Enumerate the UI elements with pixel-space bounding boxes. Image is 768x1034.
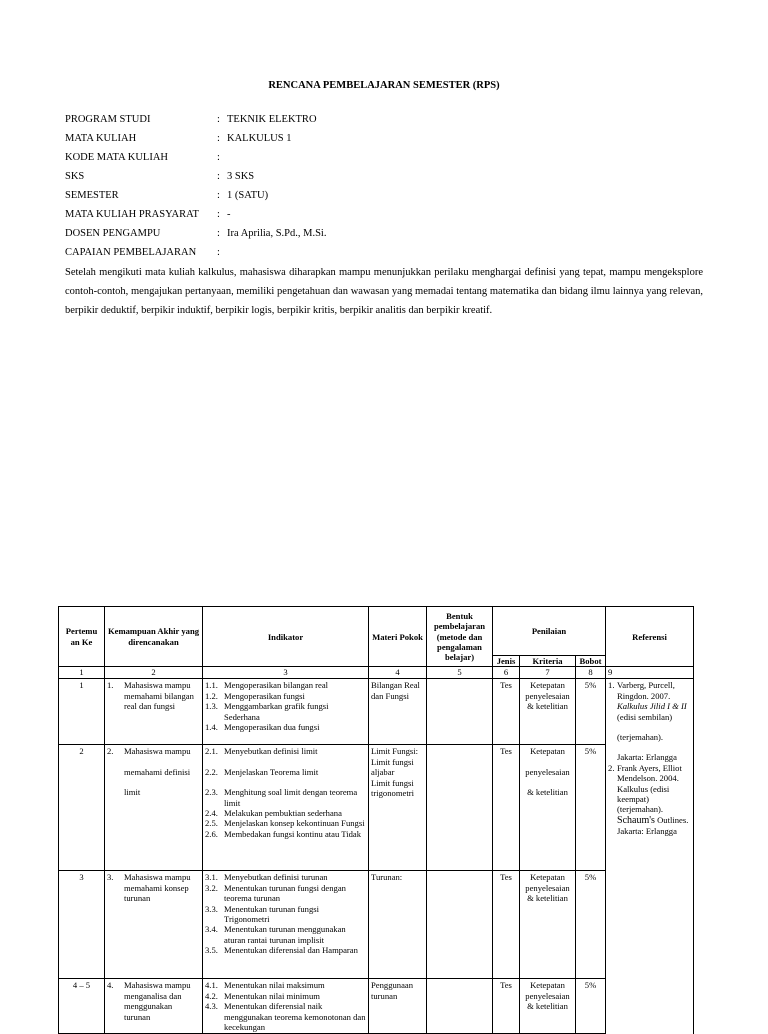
bobot-cell: 5% — [576, 979, 606, 1034]
info-label: MATA KULIAH PRASYARAT — [65, 209, 199, 220]
info-label: SKS — [65, 171, 85, 182]
pertemuan-cell: 2 — [59, 745, 105, 871]
indikator-cell — [203, 871, 369, 979]
bobot-cell: 5% — [576, 745, 606, 871]
info-label: PROGRAM STUDI — [65, 114, 151, 125]
header-kemampuan: Kemampuan Akhir yang direncanakan — [105, 607, 203, 667]
reference-translated: (terjemahan). — [617, 732, 664, 743]
bentuk-cell — [427, 745, 493, 871]
reference-item — [608, 680, 691, 762]
jenis-cell: Tes — [493, 979, 520, 1034]
materi-cell: Turunan: — [369, 871, 427, 979]
reference-authors: Frank Ayers, Elliot Mendelson. 2004. — [617, 762, 682, 784]
info-row — [65, 243, 326, 262]
info-colon: : — [217, 171, 220, 182]
info-value: 3 SKS — [227, 171, 255, 182]
table-row — [59, 871, 694, 979]
info-colon: : — [217, 247, 220, 258]
header-bobot: Bobot — [576, 656, 606, 667]
rps-table — [58, 606, 694, 1034]
indikator-item: 3.3. Menentukan turunan fungsi Trigonometri — [205, 903, 319, 925]
jenis-cell: Tes — [493, 679, 520, 745]
kemampuan-number: 1. — [107, 680, 114, 691]
table-row — [59, 679, 694, 745]
header-jenis: Jenis — [493, 656, 520, 667]
bobot-cell: 5% — [576, 871, 606, 979]
indikator-item: 2.6. Membedakan fungsi kontinu atau Tidak — [205, 828, 362, 839]
kemampuan-cell — [105, 871, 203, 979]
info-colon: : — [217, 114, 220, 125]
reference-title: Kalkulus Jilid I & II — [617, 701, 687, 712]
info-row — [65, 167, 326, 186]
pertemuan-cell: 4 – 5 — [59, 979, 105, 1034]
info-row — [65, 110, 326, 129]
bentuk-cell — [427, 871, 493, 979]
info-row — [65, 224, 326, 243]
indikator-item: 3.1. Menyebutkan definisi turunan — [205, 872, 328, 883]
info-colon: : — [217, 152, 220, 163]
materi-cell: Bilangan Real dan Fungsi — [369, 679, 427, 745]
info-row — [65, 148, 326, 167]
jenis-cell: Tes — [493, 871, 520, 979]
header-materi: Materi Pokok — [369, 607, 427, 667]
kemampuan-number: 2. — [107, 746, 114, 757]
indikator-item: 3.5. Menentukan diferensial dan Hamparan — [205, 945, 358, 956]
indikator-cell — [203, 679, 369, 745]
indikator-item: 2.4. Melakukan pembuktian sederhana — [205, 808, 342, 819]
info-row — [65, 129, 326, 148]
col-number: 6 — [493, 667, 520, 679]
info-label: SEMESTER — [65, 190, 119, 201]
indikator-item: 2.3. Menghitung soal limit dengan teorema limit — [205, 787, 358, 808]
materi-cell: Penggunaan turunan — [369, 979, 427, 1034]
info-value: 1 (SATU) — [227, 190, 269, 201]
kemampuan-text: Mahasiswa mampu menganalisa dan menggunakan turunan — [124, 980, 191, 1022]
info-colon: : — [217, 133, 220, 144]
indikator-item: 4.1. Menentukan nilai maksimum — [205, 980, 325, 991]
indikator-item: 3.4. Menentukan turunan menggunakan aturan rantai turunan implisit — [205, 924, 346, 945]
kemampuan-text: Mahasiswa mampu memahami konsep turunan — [124, 872, 191, 904]
info-value: Ira Aprilia, S.Pd., M.Si. — [227, 228, 327, 239]
reference-rest: Outlines. Jakarta: Erlangga — [617, 814, 689, 837]
reference-publisher: Jakarta: Erlangga — [617, 752, 677, 763]
col-number: 3 — [203, 667, 369, 679]
header-pertemuan: Pertemu an Ke — [59, 607, 105, 667]
reference-item — [608, 763, 691, 837]
kemampuan-text: Mahasiswa mampu memahami bilangan real dan fungsi — [124, 680, 194, 712]
info-label: MATA KULIAH — [65, 133, 137, 144]
indikator-item: 1.1. Mengoperasikan bilangan real — [205, 680, 329, 691]
reference-series: Schaum's — [617, 814, 655, 826]
indikator-item: 2.5. Menjelaskan konsep kekontinuan Fungsi — [205, 818, 365, 829]
materi-cell: Limit Fungsi: Limit fungsi aljabar Limit fungsi trigonometri — [369, 745, 427, 871]
reference-edition: (edisi sembilan) — [617, 711, 673, 722]
indikator-item: 3.2. Menentukan turunan fungsi dengan teorema turunan — [205, 882, 346, 904]
info-label: DOSEN PENGAMPU — [65, 228, 161, 239]
bentuk-cell — [427, 679, 493, 745]
indikator-item: 1.2. Mengoperasikan fungsi — [205, 690, 305, 701]
indikator-item: 4.2. Menentukan nilai minimum — [205, 990, 320, 1001]
header-penilaian: Penilaian — [493, 607, 606, 656]
indikator-cell — [203, 745, 369, 871]
col-number: 8 — [576, 667, 606, 679]
indikator-item: 1.4. Mengoperasikan dua fungsi — [205, 722, 320, 733]
info-label: CAPAIAN PEMBELAJARAN — [65, 247, 197, 258]
kemampuan-cell: 2. Mahasiswa mampu memahami definisi limit — [105, 745, 203, 871]
pertemuan-cell: 1 — [59, 679, 105, 745]
document-title: RENCANA PEMBELAJARAN SEMESTER (RPS) — [268, 80, 500, 91]
kemampuan-cell — [105, 979, 203, 1034]
reference-title: Kalkulus (edisi keempat) (terjemahan). — [617, 783, 670, 815]
info-colon: : — [217, 209, 220, 220]
indikator-cell — [203, 979, 369, 1034]
kemampuan-number: 3. — [107, 872, 114, 883]
kriteria-cell: Ketepatan penyelesaian & ketelitian — [520, 679, 576, 745]
info-row — [65, 205, 326, 224]
info-label: KODE MATA KULIAH — [65, 152, 168, 163]
col-number: 1 — [59, 667, 105, 679]
header-bentuk: Bentuk pembelajaran (metode dan pengalaman belajar) — [427, 607, 493, 667]
col-number: 7 — [520, 667, 576, 679]
kriteria-cell: Ketepatan penyelesaian & ketelitian — [520, 871, 576, 979]
info-value: TEKNIK ELEKTRO — [227, 114, 317, 125]
header-kriteria: Kriteria — [520, 656, 576, 667]
col-number: 9 — [606, 667, 694, 679]
pertemuan-cell: 3 — [59, 871, 105, 979]
col-number: 4 — [369, 667, 427, 679]
kriteria-cell: Ketepatan penyelesaian & ketelitian — [520, 745, 576, 871]
jenis-cell: Tes — [493, 745, 520, 871]
reference-number: 2. — [608, 762, 615, 773]
kemampuan-number: 4. — [107, 980, 114, 991]
info-value: - — [227, 209, 231, 220]
course-info — [65, 110, 326, 262]
learning-outcome-paragraph: Setelah mengikuti mata kuliah kalkulus, mahasiswa diharapkan mampu menunjukkan perilaku menghargai definisi yang tepat, mampu mengeksplore contoh-contoh, mengajukan pertanyaan, memiliki pengetahuan dan wawasan yang memadai tentang matematika dan bidang ilmu lainnya yang relevan, berpikir deduktif, berpikir induktif, berpikir logis, berpikir kritis, berpikir analitis dan berpikir kreatif. — [65, 267, 703, 316]
table-row — [59, 979, 694, 1034]
table-header-row — [59, 607, 694, 656]
column-number-row — [59, 667, 694, 679]
table-row — [59, 745, 694, 871]
info-colon: : — [217, 228, 220, 239]
header-indikator: Indikator — [203, 607, 369, 667]
indikator-item: 2.1. Menyebutkan definisi limit — [205, 746, 318, 757]
indikator-item: 1.3. Menggambarkan grafik fungsi Sederhana — [205, 701, 329, 722]
info-value: KALKULUS 1 — [227, 133, 292, 144]
indikator-item: 4.3. Menentukan diferensial naik menggunakan teorema kemonotonan dan kecekungan — [205, 1001, 366, 1033]
bentuk-cell — [427, 979, 493, 1034]
indikator-item: 2.2. Menjelaskan Teorema limit — [205, 766, 319, 777]
kemampuan-cell — [105, 679, 203, 745]
referensi-cell — [606, 679, 694, 1034]
info-colon: : — [217, 190, 220, 201]
col-number: 5 — [427, 667, 493, 679]
info-row — [65, 186, 326, 205]
col-number: 2 — [105, 667, 203, 679]
bobot-cell: 5% — [576, 679, 606, 745]
reference-authors: Varberg, Purcell, Ringdon. 2007. — [617, 680, 675, 701]
kriteria-cell: Ketepatan penyelesaian & ketelitian — [520, 979, 576, 1034]
reference-number: 1. — [608, 680, 615, 691]
header-referensi: Referensi — [606, 607, 694, 667]
